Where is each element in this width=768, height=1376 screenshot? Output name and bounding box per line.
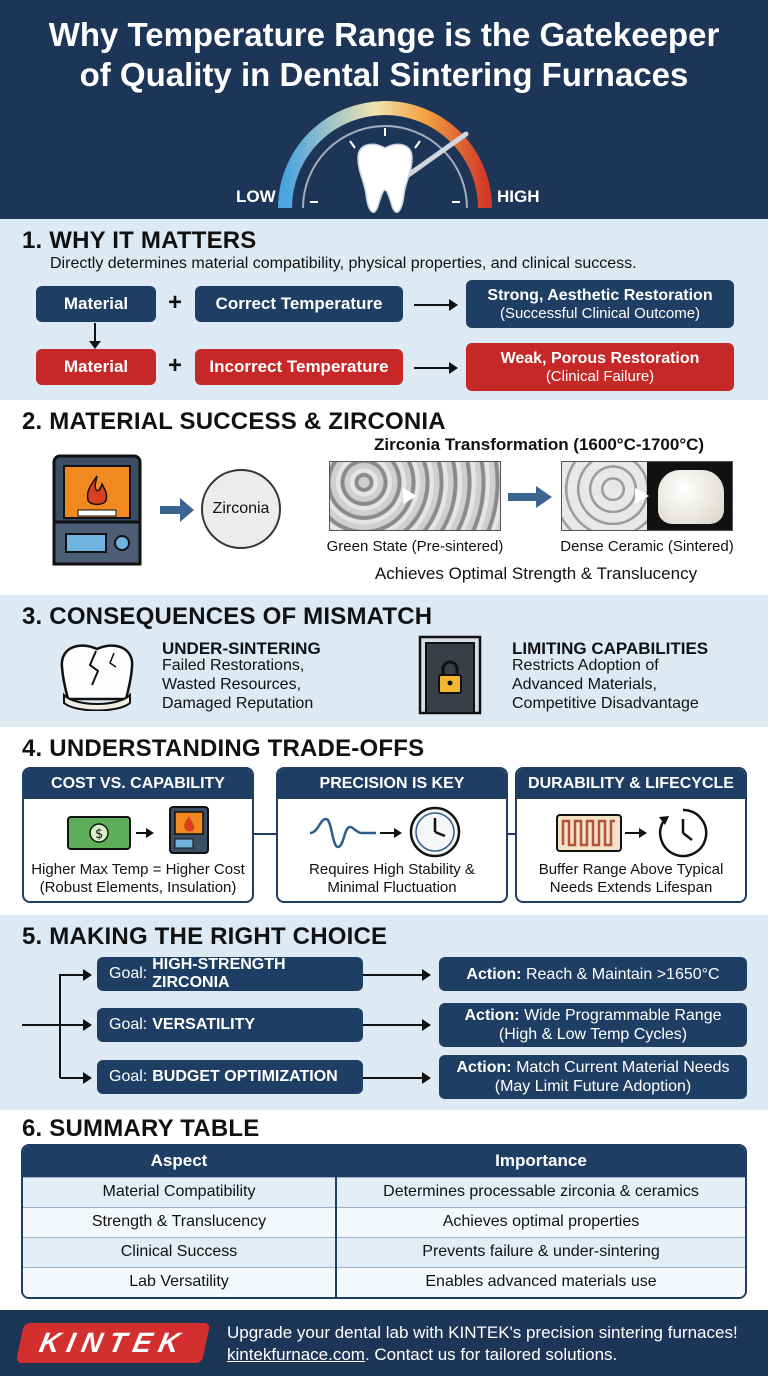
green-state-caption: Green State (Pre-sintered): [326, 538, 504, 555]
limiting-line2: Advanced Materials,: [512, 676, 657, 693]
table-cell: Strength & Translucency: [23, 1207, 336, 1237]
strong-restoration-main: Strong, Aesthetic Restoration: [487, 286, 713, 304]
under-sintering-heading: UNDER-SINTERING: [162, 639, 321, 658]
section1-subtitle: Directly determines material compatibility, physical properties, and clinical success.: [50, 255, 637, 272]
action-prefix: Action:: [456, 1059, 512, 1076]
dense-ceramic-caption: Dense Ceramic (Sintered): [560, 538, 734, 555]
table-row: [23, 1237, 745, 1267]
heating-element-icon: [555, 811, 651, 855]
table-header-aspect: Aspect: [23, 1146, 336, 1177]
money-icon: [66, 811, 154, 853]
goal-value: BUDGET OPTIMIZATION: [152, 1068, 338, 1085]
table-row: [23, 1267, 745, 1297]
cracked-tooth-icon: [56, 637, 138, 711]
card-cost-vs-capability: [22, 767, 254, 903]
table-row: [23, 1177, 745, 1207]
crown-icon: [658, 470, 724, 524]
arrow-right-icon: [160, 498, 194, 522]
goal-value: VERSATILITY: [152, 1016, 256, 1033]
table-cell: Lab Versatility: [23, 1267, 336, 1297]
gauge-high-label: HIGH: [497, 187, 540, 206]
card-precision-is-key: [276, 767, 508, 903]
under-sintering-line1: Failed Restorations,: [162, 657, 305, 674]
goal-prefix: Goal:: [109, 1068, 148, 1085]
goal-action-arrow-2: [363, 1024, 429, 1026]
card-text: [517, 861, 745, 897]
furnace-small-icon: [168, 805, 210, 855]
card-text: [278, 861, 506, 897]
transformation-title: Zirconia Transformation (1600°C-1700°C): [374, 435, 705, 454]
action-match-needs: [439, 1055, 747, 1099]
action-reach-maintain: [439, 957, 747, 991]
wave-icon: [308, 813, 408, 853]
branch-arrow-3: [60, 1077, 90, 1079]
gauge-low-label: LOW: [236, 187, 276, 206]
card-line1: Buffer Range Above Typical: [538, 861, 724, 878]
svg-text:$: $: [95, 827, 104, 842]
arrow-down-head: [89, 341, 101, 349]
header: [0, 0, 768, 219]
weak-restoration-box: [466, 343, 734, 391]
action-wide-range: [439, 1003, 747, 1047]
goal-versatility: [97, 1008, 363, 1042]
action-value: Wide Programmable Range: [524, 1007, 722, 1024]
branch-arrow-2: [60, 1024, 90, 1026]
correct-temperature-box: Correct Temperature: [195, 286, 403, 322]
table-row: [23, 1207, 745, 1237]
table-cell: Material Compatibility: [23, 1177, 336, 1207]
page-title-line1: Why Temperature Range is the Gatekeeper: [48, 16, 720, 53]
under-sintering-line3: Damaged Reputation: [162, 695, 314, 712]
section-right-choice: [0, 915, 768, 1110]
card-heading: PRECISION IS KEY: [278, 769, 506, 799]
material-box-incorrect: Material: [36, 349, 156, 385]
incorrect-temperature-box: Incorrect Temperature: [195, 349, 403, 385]
action-value: Reach & Maintain >1650°C: [525, 965, 720, 983]
arrow-right-1: [414, 304, 456, 306]
action-value: Match Current Material Needs: [516, 1059, 730, 1076]
limiting-heading: LIMITING CAPABILITIES: [512, 639, 709, 658]
section-material-success: [0, 400, 768, 595]
summary-table: [21, 1144, 747, 1299]
dense-ceramic-arrow-icon: [635, 488, 649, 504]
locked-door-icon: [410, 635, 490, 715]
branch-vertical: [59, 974, 61, 1078]
under-sintering-line2: Wasted Resources,: [162, 676, 302, 693]
goal-high-strength: [97, 957, 363, 991]
branch-main-line: [22, 1024, 60, 1026]
achieves-caption: Achieves Optimal Strength & Translucency: [374, 564, 698, 583]
card-heading: DURABILITY & LIFECYCLE: [517, 769, 745, 799]
kintek-logo-text: KINTEK: [36, 1327, 190, 1358]
section4-title: 4. UNDERSTANDING TRADE-OFFS: [22, 735, 425, 762]
goal-value: HIGH-STRENGTH ZIRCONIA: [152, 956, 286, 991]
card-line2: Needs Extends Lifespan: [549, 879, 713, 896]
goal-prefix: Goal:: [109, 1016, 148, 1033]
goal-action-arrow-3: [363, 1077, 429, 1079]
table-cell: Clinical Success: [23, 1237, 336, 1267]
table-cell: Achieves optimal properties: [336, 1207, 745, 1237]
limiting-line3: Competitive Disadvantage: [512, 695, 699, 712]
green-state-arrow-icon: [403, 488, 417, 504]
card-heading: COST VS. CAPABILITY: [24, 769, 252, 799]
temperature-gauge-icon: [270, 96, 500, 219]
action-prefix: Action:: [464, 1007, 520, 1024]
strong-restoration-sub: (Successful Clinical Outcome): [499, 304, 701, 322]
footer-link[interactable]: kintekfurnace.com: [227, 1345, 365, 1364]
arrow-down: [94, 323, 96, 343]
card-line1: Requires High Stability &: [309, 861, 475, 878]
action-prefix: Action:: [466, 965, 522, 983]
limiting-line1: Restricts Adoption of: [512, 657, 659, 674]
footer: [0, 1310, 768, 1376]
branch-arrow-1: [60, 974, 90, 976]
weak-restoration-sub: (Clinical Failure): [545, 367, 655, 385]
material-box-correct: Material: [36, 286, 156, 322]
card-line1: Higher Max Temp = Higher Cost: [31, 861, 245, 878]
zirconia-label: Zirconia: [212, 500, 270, 517]
section6-title: 6. SUMMARY TABLE: [22, 1115, 260, 1142]
kintek-logo: [16, 1323, 211, 1363]
arrow-right-icon-2: [508, 486, 552, 508]
footer-line2-rest: . Contact us for tailored solutions.: [364, 1345, 618, 1364]
section3-title: 3. CONSEQUENCES OF MISMATCH: [22, 603, 433, 630]
table-cell: Prevents failure & under-sintering: [336, 1237, 745, 1267]
table-header-importance: Importance: [336, 1146, 745, 1177]
section2-title: 2. MATERIAL SUCCESS & ZIRCONIA: [22, 408, 446, 435]
clock-icon: [408, 805, 462, 859]
strong-restoration-box: [466, 280, 734, 328]
footer-line2: [227, 1345, 617, 1365]
table-cell: Enables advanced materials use: [336, 1267, 745, 1297]
goal-action-arrow-1: [363, 974, 429, 976]
section-why-it-matters: [0, 219, 768, 400]
action-sub: (High & Low Temp Cycles): [498, 1026, 688, 1043]
section1-title: 1. WHY IT MATTERS: [22, 227, 257, 254]
plus-sign-1: +: [168, 289, 183, 316]
section5-title: 5. MAKING THE RIGHT CHOICE: [22, 923, 388, 950]
table-cell: Determines processable zirconia & ceramics: [336, 1177, 745, 1207]
card-text: [24, 861, 252, 897]
goal-budget: [97, 1060, 363, 1094]
zirconia-disc: [201, 469, 281, 549]
section-consequences: [0, 595, 768, 727]
card-line2: Minimal Fluctuation: [327, 879, 457, 896]
goal-prefix: Goal:: [109, 965, 148, 982]
plus-sign-2: +: [168, 352, 183, 379]
footer-line1: Upgrade your dental lab with KINTEK's precision sintering furnaces!: [227, 1323, 738, 1342]
action-sub: (May Limit Future Adoption): [494, 1078, 692, 1095]
page-title-line2: of Quality in Dental Sintering Furnaces: [79, 56, 689, 93]
lifecycle-clock-icon: [657, 807, 709, 859]
arrow-right-2: [414, 367, 456, 369]
card-line2: (Robust Elements, Insulation): [39, 879, 237, 896]
weak-restoration-main: Weak, Porous Restoration: [500, 349, 700, 367]
furnace-icon: [50, 454, 144, 568]
card-durability-lifecycle: [515, 767, 747, 903]
